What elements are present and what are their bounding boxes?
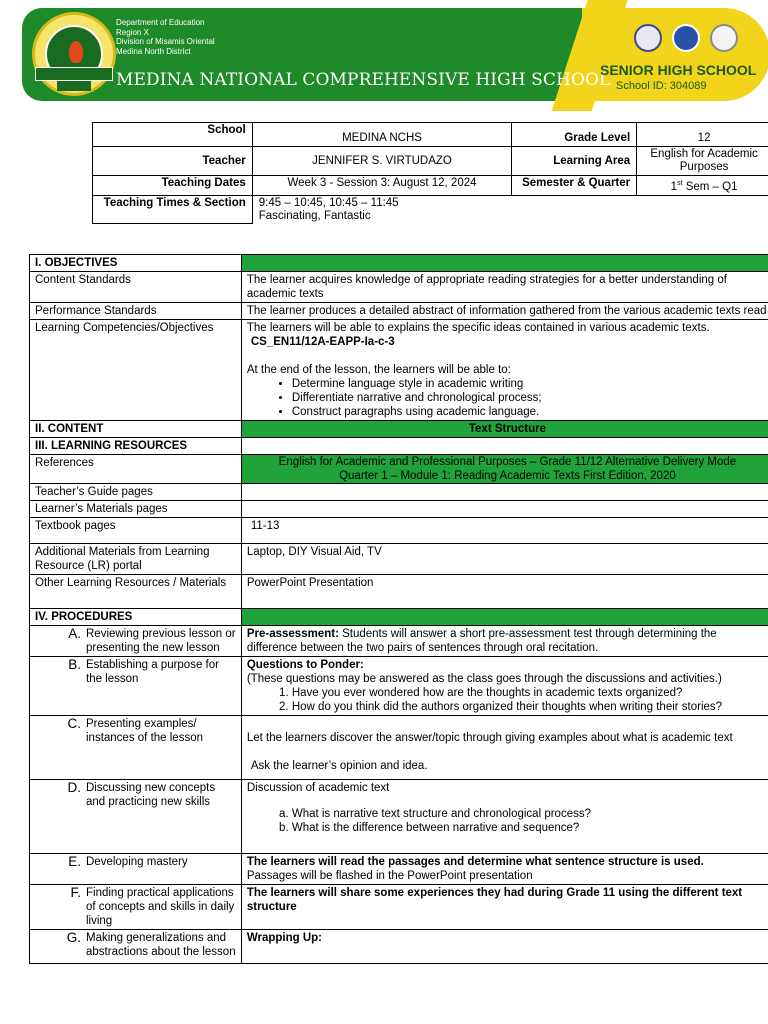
discussion-list <box>247 807 768 835</box>
procedure-e-bold: The learners will read the passages and determine what sentence structure is used. <box>246 856 704 868</box>
procedure-letter: F. <box>70 885 81 900</box>
competencies-intro: At the end of the lesson, the learners will be able to: <box>246 364 511 376</box>
questions-list <box>247 686 768 714</box>
procedure-g-value: Wrapping Up: <box>241 930 768 964</box>
pre-assessment-label: Pre-assessment: <box>246 628 339 640</box>
empty-cell <box>241 438 768 455</box>
school-label: School <box>93 123 253 147</box>
competencies-text: The learners will be able to explains the specific ideas contained in various academic texts. <box>246 322 710 334</box>
teacher-label: Teacher <box>93 147 253 176</box>
seal-ribbon-tail <box>57 81 91 91</box>
objectives-header: I. OBJECTIVES <box>30 255 242 272</box>
times-value: 9:45 – 10:45, 10:45 – 11:45 <box>258 196 399 209</box>
procedure-label: Making generalizations and abstractions about the lesson <box>86 932 236 958</box>
other-resources-label: Other Learning Resources / Materials <box>30 575 242 609</box>
procedure-c-text: Let the learners discover the answer/topic through giving examples about what is academic text <box>246 732 733 744</box>
procedure-letter: E. <box>68 854 81 869</box>
competencies-label: Learning Competencies/Objectives <box>30 320 242 421</box>
procedure-e <box>30 854 242 885</box>
department-text <box>116 18 215 56</box>
list-item: 1. Have you ever wondered how are the thoughts in academic texts organized? <box>292 686 768 700</box>
procedures-green-cell <box>241 609 768 626</box>
lesson-info-table <box>92 122 768 224</box>
objectives-list <box>247 377 768 419</box>
teachers-guide-label: Teacher’s Guide pages <box>30 484 242 501</box>
section-value: Fascinating, Fantastic <box>258 209 371 222</box>
semester-suffix: st <box>677 180 683 187</box>
learning-resources-header: III. LEARNING RESOURCES <box>30 438 242 455</box>
procedure-label: Discussing new concepts and practicing new skills <box>86 782 216 808</box>
procedure-g <box>30 930 242 964</box>
procedures-header: IV. PROCEDURES <box>30 609 242 626</box>
school-name: MEDINA NATIONAL COMPREHENSIVE HIGH SCHOOL <box>116 70 611 90</box>
procedure-label: Establishing a purpose for the lesson <box>86 659 219 685</box>
content-header: II. CONTENT <box>30 421 242 438</box>
procedure-d <box>30 780 242 854</box>
teaching-times-value <box>252 195 512 224</box>
torch-icon <box>69 41 83 63</box>
procedure-letter: A. <box>68 626 81 641</box>
lesson-plan-table <box>29 254 768 964</box>
procedure-label: Presenting examples/ instances of the lesson <box>86 718 203 744</box>
objectives-green-cell <box>241 255 768 272</box>
division-seal-icon <box>710 24 738 52</box>
semester-quarter-value <box>637 176 768 196</box>
procedure-letter: D. <box>67 780 81 795</box>
procedure-e-value <box>241 854 768 885</box>
textbook-pages-value: 11-13 <box>241 518 768 544</box>
dept-line: Division of Misamis Oriental <box>116 37 215 46</box>
procedure-label: Reviewing previous lesson or presenting the new lesson <box>86 628 236 654</box>
list-item: a. What is narrative text structure and chronological process? <box>292 807 768 821</box>
procedure-letter: G. <box>66 930 81 945</box>
performance-standards-label: Performance Standards <box>30 303 242 320</box>
procedure-c-value <box>241 716 768 780</box>
references-value: English for Academic and Professional Purposes – Grade 11/12 Alternative Delivery Mode Quarter 1 – Module 1: Reading Academic Texts First Edition, 2020 <box>241 455 768 484</box>
questions-heading: Questions to Ponder: <box>246 659 364 671</box>
performance-standards-value: The learner produces a detailed abstract of information gathered from the various academic texts read <box>241 303 768 320</box>
region-seal-icon <box>672 24 700 52</box>
pre-assessment-text: Students will answer a short pre-assessment test through determining the difference between the two pairs of sentences through oral recitation. <box>246 628 717 654</box>
content-standards-value: The learner acquires knowledge of appropriate reading strategies for a better understanding of academic texts <box>241 272 768 303</box>
empty-cell <box>637 195 768 224</box>
senior-high-school-title: SENIOR HIGH SCHOOL <box>600 62 757 78</box>
teaching-times-label: Teaching Times & Section <box>93 195 253 224</box>
references-label: References <box>30 455 242 484</box>
procedure-letter: B. <box>68 657 81 672</box>
content-standards-label: Content Standards <box>30 272 242 303</box>
header-banner <box>22 8 768 101</box>
other-resources-value: PowerPoint Presentation <box>241 575 768 609</box>
procedure-f <box>30 885 242 930</box>
content-topic: Text Structure <box>241 421 768 438</box>
school-id: School ID: 304089 <box>616 80 707 92</box>
learning-area-value: English for Academic Purposes <box>637 147 768 176</box>
teaching-dates-value: Week 3 - Session 3: August 12, 2024 <box>252 176 512 196</box>
learning-area-label: Learning Area <box>512 147 637 176</box>
seal-ribbon <box>35 67 113 81</box>
textbook-pages-label: Textbook pages <box>30 518 242 544</box>
procedure-c <box>30 716 242 780</box>
semester-quarter-label: Semester & Quarter <box>512 176 637 196</box>
list-item: 2. How do you think did the authors organized their thoughts when writing their stories? <box>292 700 768 714</box>
procedure-b <box>30 657 242 716</box>
semester-quarter-text: Sem – Q1 <box>682 180 738 193</box>
learners-materials-label: Learner’s Materials pages <box>30 501 242 518</box>
list-item: • Differentiate narrative and chronological process; <box>292 391 768 405</box>
questions-note: (These questions may be answered as the class goes through the discussions and activities.) <box>246 673 722 685</box>
empty-cell <box>241 484 768 501</box>
semester-number: 1 <box>670 180 678 193</box>
competency-code: CS_EN11/12A-EAPP-Ia-c-3 <box>250 336 395 348</box>
procedure-d-value <box>241 780 768 854</box>
procedure-letter: C. <box>67 716 81 731</box>
procedure-d-text: Discussion of academic text <box>246 782 390 794</box>
procedure-b-value <box>241 657 768 716</box>
list-item: • Determine language style in academic writing <box>292 377 768 391</box>
competencies-value <box>241 320 768 421</box>
procedure-c-text: Ask the learner’s opinion and idea. <box>250 760 428 772</box>
grade-level-value: 12 <box>637 123 768 147</box>
dept-line: Medina North District <box>116 46 191 56</box>
procedure-a <box>30 626 242 657</box>
procedure-e-text: Passages will be flashed in the PowerPoint presentation <box>246 870 533 882</box>
dept-line: Region X <box>116 27 149 37</box>
additional-materials-label: Additional Materials from Learning Resource (LR) portal <box>30 544 242 575</box>
deped-seal-icon <box>634 24 662 52</box>
list-item: b. What is the difference between narrative and sequence? <box>292 821 768 835</box>
procedure-a-value <box>241 626 768 657</box>
additional-materials-value: Laptop, DIY Visual Aid, TV <box>241 544 768 575</box>
grade-level-label: Grade Level <box>512 123 637 147</box>
school-value: MEDINA NCHS <box>252 123 512 147</box>
procedure-f-value: The learners will share some experiences they had during Grade 11 using the different text structure <box>241 885 768 930</box>
dept-line: Department of Education <box>116 18 205 27</box>
procedure-label: Developing mastery <box>86 856 188 868</box>
procedure-label: Finding practical applications of concepts and skills in daily living <box>86 887 235 927</box>
teacher-value: JENNIFER S. VIRTUDAZO <box>252 147 512 176</box>
empty-cell <box>241 501 768 518</box>
teaching-dates-label: Teaching Dates <box>93 176 253 196</box>
school-seal-logo <box>32 12 116 96</box>
empty-cell <box>512 195 637 224</box>
list-item: • Construct paragraphs using academic language. <box>292 405 768 419</box>
